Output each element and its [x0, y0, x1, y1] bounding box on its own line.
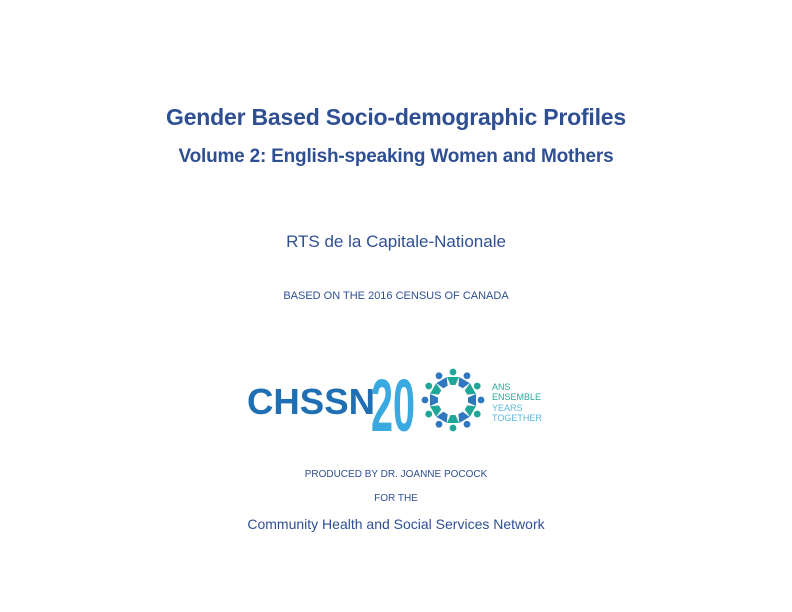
census-note: BASED ON THE 2016 CENSUS OF CANADA: [283, 290, 509, 302]
document-subtitle: Volume 2: English-speaking Women and Mothers: [178, 146, 614, 167]
produced-by: PRODUCED BY DR. JOANNE POCOCK: [304, 469, 488, 480]
organization-name: Community Health and Social Services Network: [247, 516, 545, 532]
logo-tagline-together: TOGETHER: [492, 413, 542, 423]
document-title: Gender Based Socio-demographic Profiles: [166, 104, 626, 130]
ring-figure: [447, 415, 459, 431]
logo-tagline-ensemble: ENSEMBLE: [492, 392, 542, 402]
region-name: RTS de la Capitale-Nationale: [286, 232, 506, 251]
logo-figure-ring: [422, 369, 485, 432]
logo-tagline-ans: ANS: [492, 382, 511, 392]
logo-tagline-years: YEARS: [492, 403, 523, 413]
for-the: FOR THE: [374, 493, 418, 504]
ring-figure: [447, 369, 459, 385]
logo-wordmark: CHSSN: [247, 381, 375, 422]
logo-number: 20: [371, 365, 415, 435]
ring-figure: [422, 394, 438, 406]
ring-figure: [468, 394, 484, 406]
chssn-20-logo: [245, 365, 555, 435]
